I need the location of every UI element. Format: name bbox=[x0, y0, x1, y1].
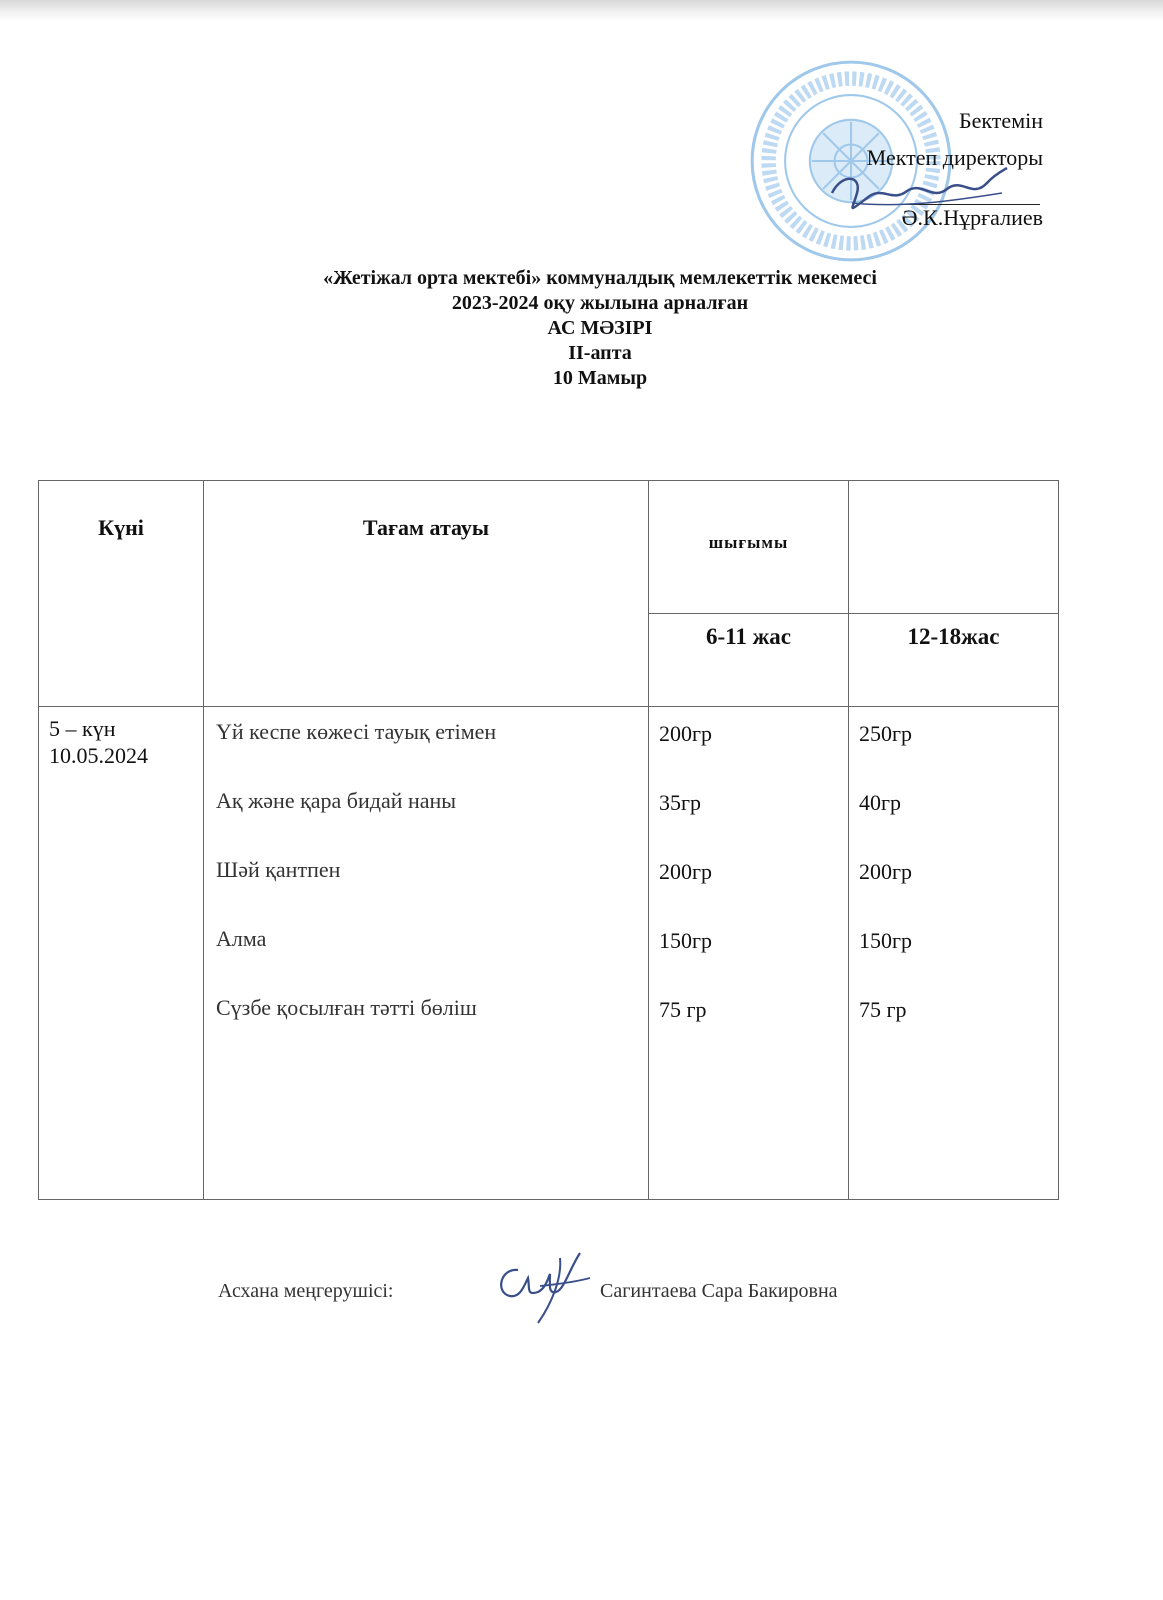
portion-12-18: 150гр bbox=[859, 928, 913, 953]
menu-table bbox=[38, 480, 1059, 1200]
portion-12-18: 200гр bbox=[859, 859, 913, 884]
portion-6-11: 200гр bbox=[659, 859, 713, 884]
header-empty bbox=[849, 481, 1059, 614]
header-age-6-11: 6-11 жас bbox=[649, 614, 849, 707]
portion-12-18: 40гр bbox=[859, 790, 902, 815]
portion-6-11: 75 гр bbox=[659, 997, 707, 1022]
heading-week: ІІ-апта bbox=[568, 342, 632, 364]
approval-line-name: Ә.К.Нұрғалиев bbox=[901, 205, 1043, 230]
portion-6-11: 150гр bbox=[659, 928, 713, 953]
canteen-manager-signature bbox=[490, 1248, 595, 1328]
header-dish: Тағам атауы bbox=[204, 481, 649, 707]
heading-date: 10 Мамыр bbox=[552, 367, 648, 389]
portion-12-18: 250гр bbox=[859, 721, 913, 746]
heading-title: АС МӘЗІРІ bbox=[547, 317, 653, 339]
director-signature bbox=[822, 163, 1012, 223]
approval-line-approve: Бектемін bbox=[959, 108, 1043, 133]
portion-12-18: 75 гр bbox=[859, 997, 907, 1022]
header-day: Күні bbox=[39, 481, 204, 707]
day-label: 5 – күн bbox=[49, 716, 116, 741]
portion-6-11: 200гр bbox=[659, 721, 713, 746]
dish-name: Шәй қантпен bbox=[216, 857, 341, 882]
portion-6-11-list bbox=[649, 707, 849, 1200]
portion-6-11: 35гр bbox=[659, 790, 702, 815]
header-age-12-18: 12-18жас bbox=[849, 614, 1059, 707]
scan-shadow bbox=[0, 0, 1163, 22]
footer-name: Сагинтаева Сара Бакировна bbox=[600, 1280, 838, 1302]
dish-list bbox=[204, 707, 649, 1200]
heading-institution: «Жетіжал орта мектебі» коммуналдық мемлекеттік мекемесі bbox=[323, 267, 877, 289]
day-cell bbox=[39, 707, 204, 1200]
dish-name: Ақ және қара бидай наны bbox=[216, 788, 457, 813]
heading-year: 2023-2024 оқу жылына арналған bbox=[451, 292, 749, 314]
dish-name: Үй кеспе көжесі тауық етімен bbox=[216, 719, 497, 744]
dish-name: Алма bbox=[216, 926, 267, 951]
day-date: 10.05.2024 bbox=[49, 743, 148, 768]
document-heading bbox=[120, 266, 1080, 391]
portion-12-18-list bbox=[849, 707, 1059, 1200]
footer-role: Асхана меңгерушісі: bbox=[218, 1280, 394, 1302]
header-output: шығымы bbox=[649, 481, 849, 614]
approval-line-title: Мектеп директоры bbox=[866, 145, 1043, 170]
dish-name: Сүзбе қосылған тәтті бөлiш bbox=[216, 995, 477, 1020]
